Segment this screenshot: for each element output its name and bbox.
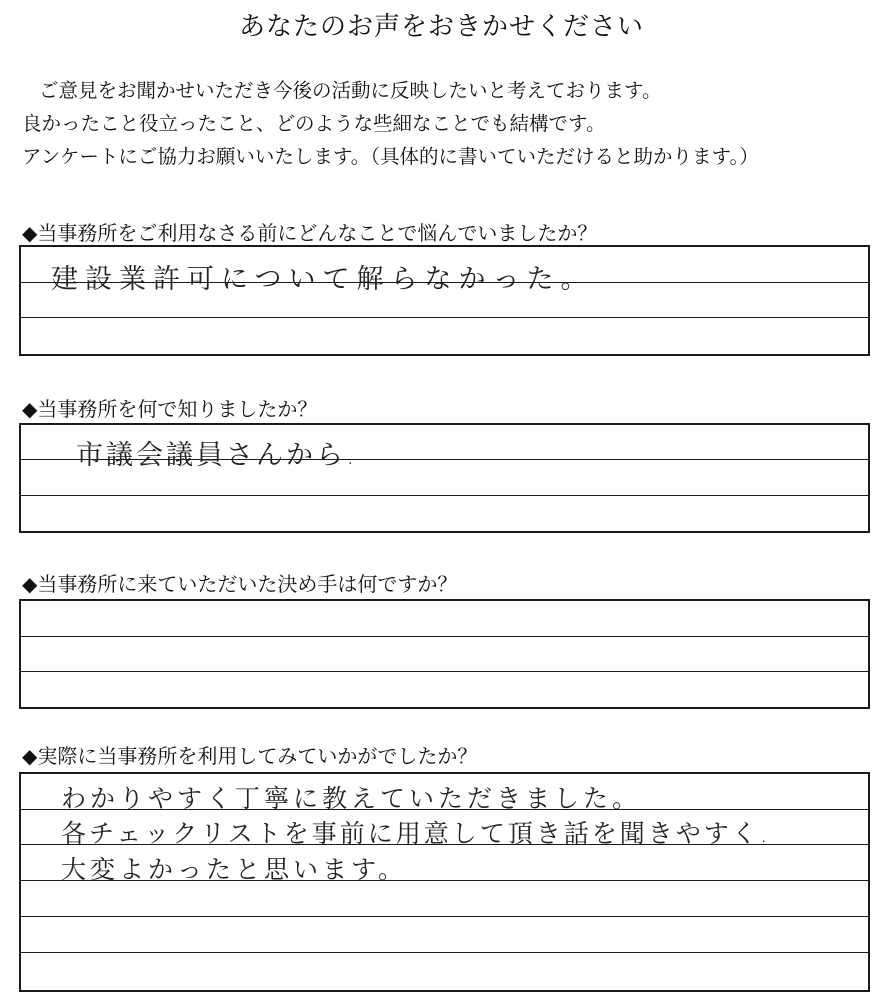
intro-text — [22, 74, 872, 173]
intro-line-1: ご意見をお聞かせいただき今後の活動に反映したいと考えております。 — [39, 79, 662, 102]
answer-box-2[interactable] — [19, 423, 870, 533]
answer-box-1[interactable] — [19, 245, 870, 356]
question-2-label: ◆当事務所を何で知りましたか？ — [22, 397, 318, 421]
answer-4-line-2: 各チェックリストを事前に用意して頂き話を聞きやすく. — [61, 819, 771, 848]
answer-box-4[interactable] — [19, 772, 870, 992]
answer-4-line-1: わかりやすく丁寧に教えていただきました。 — [61, 784, 642, 813]
intro-line-3: アンケートにご協力お願いいたします。（具体的に書いていただけると助かります。） — [22, 145, 759, 168]
ruled-line — [21, 952, 868, 953]
question-4-label: ◆実際に当事務所を利用してみていかがでしたか？ — [22, 744, 478, 768]
ruled-line — [21, 916, 868, 917]
question-1-label: ◆当事務所をご利用なさる前にどんなことで悩んでいましたか？ — [22, 221, 598, 245]
page-title: あなたのお声をおきかせください — [238, 12, 644, 42]
ruled-line — [21, 671, 868, 672]
intro-line-2: 良かったこと役立ったこと、どのような些細なことでも結構です。 — [22, 112, 606, 135]
answer-4-line-3: 大変よかったと思います。 — [61, 855, 408, 884]
question-3-label: ◆当事務所に来ていただいた決め手は何ですか？ — [22, 572, 458, 596]
answer-1-line-1: 建設業許可について解らなかった。 — [51, 264, 595, 295]
ruled-line — [21, 317, 868, 318]
answer-box-3[interactable] — [19, 599, 870, 709]
ruled-line — [21, 636, 868, 637]
answer-2-line-1: 市議会議員さんから. — [76, 440, 358, 471]
ruled-line — [21, 495, 868, 496]
